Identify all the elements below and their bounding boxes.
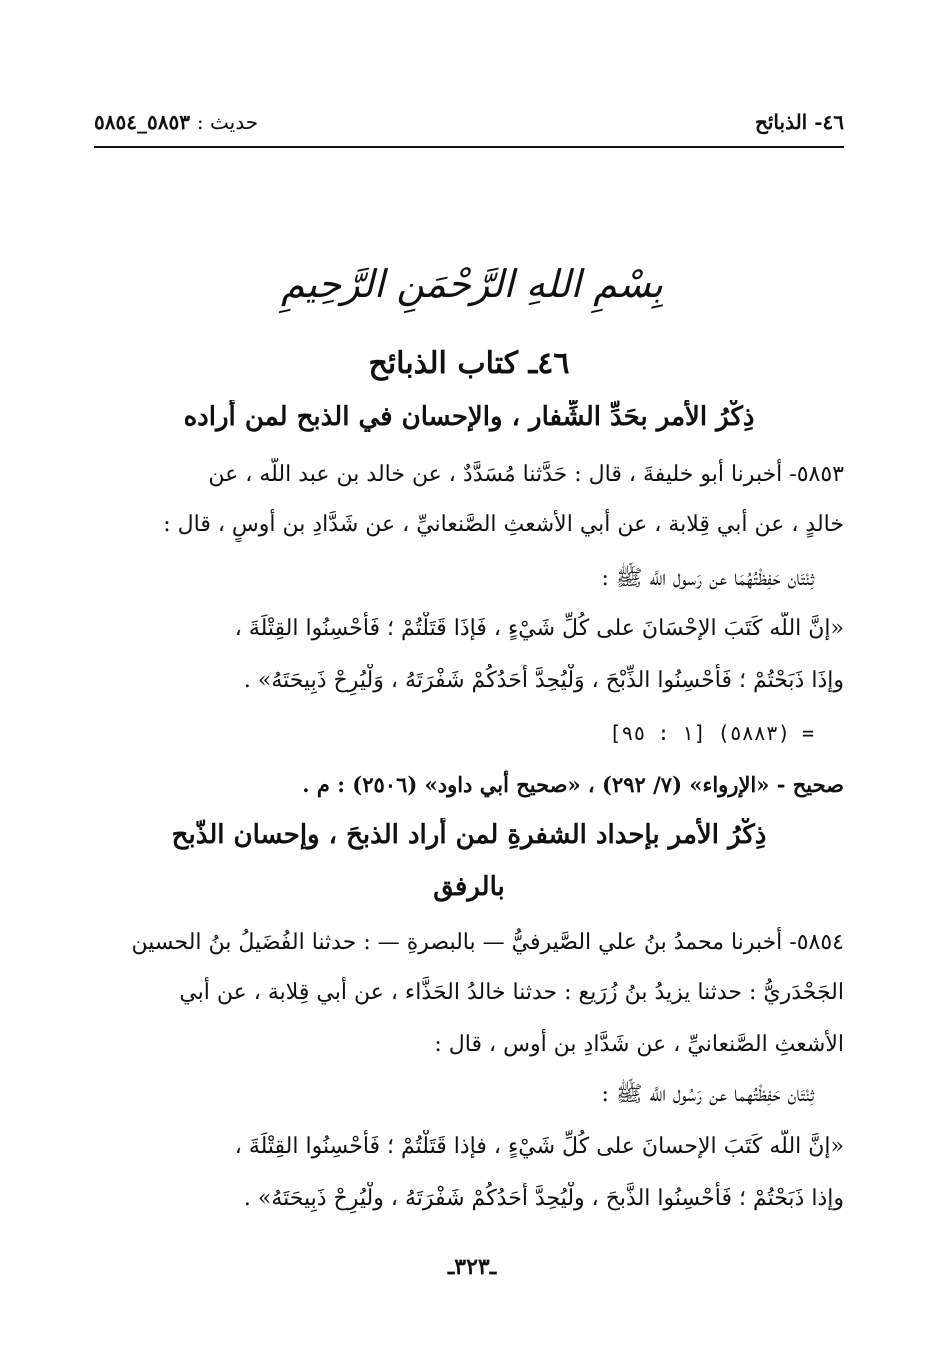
basmala-text: بِسْمِ اللهِ الرَّحْمَنِ الرَّحِيمِ [281,262,663,306]
hadith-5854-line-1: ٥٨٥٤- أخبرنا محمدُ بنُ علي الصَّيرفيُّ — بالبصرةِ — : حدثنا الفُضَيلُ بنُ الحسين [131,930,844,955]
section-title-2-line-2: بالرفق [433,872,505,902]
hadith-5853-line-4: «إنَّ اللَّه كَتَبَ الإحْسَانَ على كُلِّ شَيْءٍ ، فَإذَا قَتَلْتُمْ ؛ فَأَحْسِنُوا القِتْلَةَ ، [234,616,844,641]
hadith-5853-line-5: وإذَا ذَبَحْتُمْ ؛ فَأَحْسِنُوا الذِّبْحَ ، وَلْيُحِدَّ أَحَدُكُمْ شَفْرَتَهُ ، وَلْيُرِحْ ذَبِيحَتَهُ» . [243,668,844,693]
running-header-hadith [94,110,258,134]
hadith-5853-line-3: ثِنْتَان حَفِظْتُهُمَا عن رَسول اللَّه ﷺ : [601,566,814,591]
section-title-1: ذِكْرُ الأمر بحَدِّ الشِّفار ، والإحسان في الذبح لمن أراده [183,402,755,432]
running-header-chapter: ٤٦- الذبائح [754,110,844,134]
hadith-5854-line-5: «إنَّ اللَّه كَتَبَ الإحسانَ على كُلِّ شَيْءٍ ، فإذا قَتَلْتُمْ ؛ فَأَحْسِنُوا القِتْلَةَ ، [234,1134,844,1159]
hadith-label: حديث : [196,110,259,134]
header-rule [94,146,844,148]
page-number: ـ٣٢٣ـ [447,1254,497,1280]
cross-reference-5853: = (٥٨٨٣) [١ : ٩٥] [609,721,814,745]
hadith-range: ٥٨٥٣_٥٨٥٤ [94,110,190,134]
hadith-5853-line-2: خالدٍ ، عن أبي قِلابة ، عن أبي الأشعثِ الصَّنعانيِّ ، عن شَدَّادِ بن أوسٍ ، قال : [163,512,844,537]
hadith-5854-line-6: وإذا ذَبَحْتُمْ ؛ فَأَحْسِنُوا الذَّبحَ ، ولْيُحِدَّ أَحَدُكُمْ شَفْرَتَهُ ، ولْيُرِحْ ذَبِيحَتَهُ» . [243,1186,844,1211]
basmala-calligraphy [0,262,944,306]
hadith-5854-line-3: الأشعثِ الصَّنعانيِّ ، عن شَدَّادِ بن أوس ، قال : [434,1032,844,1057]
book-title: ٤٦ـ كتاب الذبائح [368,347,570,381]
hadith-5854-line-4: ثِنْتَان حَفِظْتُهما عن رَسُول اللَّه ﷺ : [601,1082,814,1107]
section-title-2-line-1: ذِكْرُ الأمر بإحداد الشفرةِ لمن أراد الذبحَ ، وإحسان الذّبح [171,820,767,850]
hadith-5854-line-2: الجَحْدَريُّ : حدثنا يزيدُ بنُ زُرَيع : حدثنا خالدُ الحَذَّاء ، عن أبي قِلابة ، عن أبي [179,980,844,1005]
hadith-5853-line-1: ٥٨٥٣- أخبرنا أبو خليفةَ ، قال : حَدَّثنا مُسَدَّدٌ ، عن خالد بن عبد اللَّه ، عن [208,462,844,487]
grading-5853: صحيح - «الإرواء» (٧/ ٢٩٢) ، «صحيح أبي داود» (٢٥٠٦) : م . [302,772,844,797]
